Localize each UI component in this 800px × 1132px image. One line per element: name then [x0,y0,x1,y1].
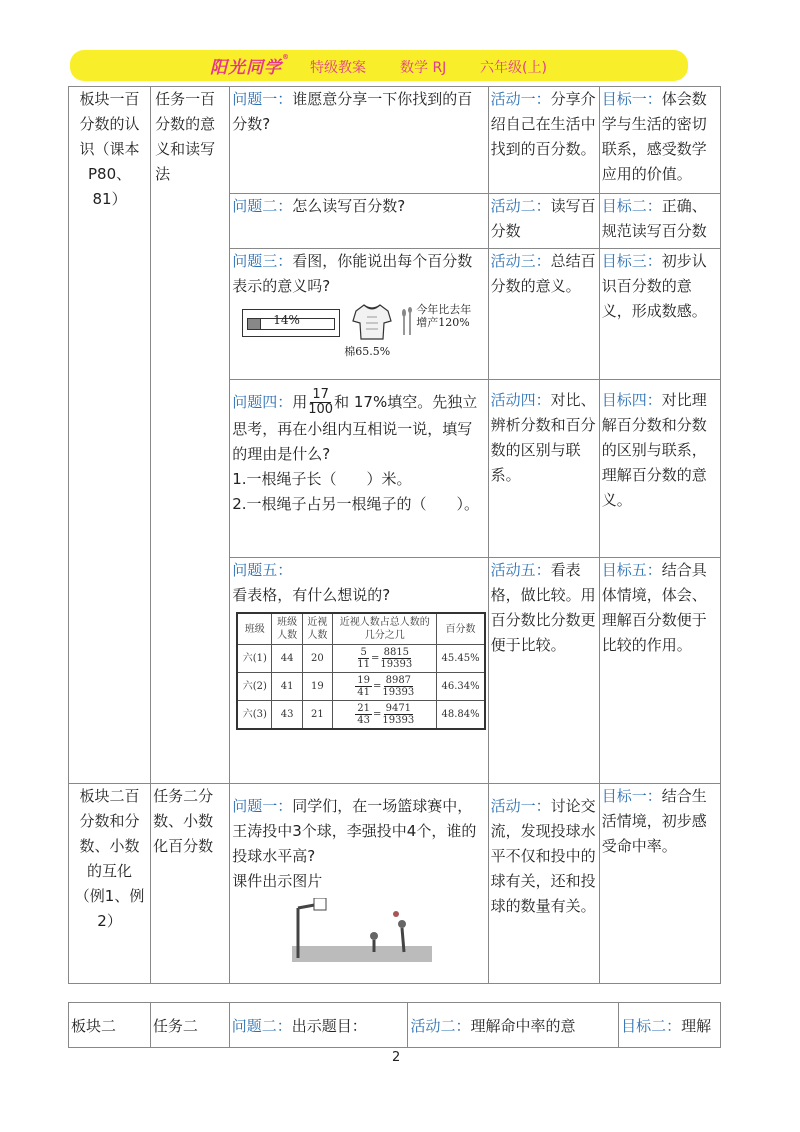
module-cell: 板块二 [69,1003,151,1048]
progress-fill [247,318,261,330]
myopia-table: 班级 班级人数 近视人数 近视人数占总人数的几分之几 百分数 六(1) 44 20 $\frac{5}{11}$ = $\frac{8815}{19393}$ 45.45% 六(2) 41 19 $\frac{19}{41}$ = $\frac{8987}{19393}$ 46.34% 六(3) 43 21 $\frac{21}{43}$ = $\frac{9471}{19393}$ 48.84% [236,612,485,730]
lesson-table [68,86,721,984]
task-cell: 任务二分数、小数化百分数 [151,784,230,984]
activity-cell: 活动四：对比、辨析分数和百分数的区别与联系。 [488,380,599,558]
bar-label: 14% [273,313,300,327]
activity-cell: 活动一：分享介绍自己在生活中找到的百分数。 [488,87,599,194]
shirt-label: 棉65.5% [344,345,391,358]
goal-cell: 目标一：体会数学与生活的密切联系，感受数学应用的价值。 [599,87,720,194]
progress-bar-figure [242,309,340,337]
header-grade: 六年级(上) [480,60,547,76]
task-cell: 任务二 [150,1003,229,1048]
goal-cell: 目标五：结合具体情境，体会、理解百分数便于比较的作用。 [599,558,720,784]
activity-cell: 活动一：讨论交流，发现投球水平不仅和投中的球有关，还和投球的数量有关。 [488,784,599,984]
question-cell: 问题一：同学们，在一场篮球赛中，王涛投中3个球，李强投中4个，谁的投球水平高? 课件出示图片 [230,784,488,984]
question-cell: 问题二：出示题目： [229,1003,408,1048]
fraction: $\frac{17}{100}$ [308,387,334,417]
table-row [69,784,721,984]
activity-cell: 活动二：读写百分数 [488,194,599,249]
question-cell: 问题五： 看表格，有什么想说的? 班级 班级人数 近视人数 近视人数占总人数的几分之几 百分数 六(1) 44 20 $\frac{5}{11}$ = $\frac{8815}{19393}$ 45.45% 六(2) 41 19 $\frac{19}{41}$ = $\frac{8987}{19393}$ 46.34% 六(3) 43 21 $\frac{21}{43}$ = $\frac{9471}{19393}$ 48.84% [230,558,488,784]
question-cell: 问题一：谁愿意分享一下你找到的百分数? [230,87,488,194]
question-cell: 问题四：用 $\frac{17}{100}$ 和 17%填空。先独立思考，再在小组内互相说一说，填写的理由是什么? 1.一根绳子长（ ）米。 2.一根绳子占另一根绳子的（ ）。 [230,380,488,558]
goal-cell: 目标二：正确、规范读写百分数 [599,194,720,249]
shirt-icon [352,303,392,341]
header-book-type: 特级教案 [310,60,366,76]
table-row [69,87,721,194]
basketball-court-icon [292,898,432,962]
activity-cell: 活动五：看表格，做比较。用百分数比分数更便于比较。 [488,558,599,784]
goal-cell: 目标二：理解 [619,1003,721,1048]
basketball-figure [232,898,485,960]
task-cell: 任务一百分数的意义和读写法 [151,87,230,784]
goal-cell: 目标一：结合生活情境，初步感受命中率。 [599,784,720,984]
goal-cell: 目标四：对比理解百分数和分数的区别与联系，理解百分数的意义。 [599,380,720,558]
growth-label: 今年比去年 增产120% [416,303,472,329]
activity-cell: 活动三：总结百分数的意义。 [488,249,599,380]
table-row: 六(2) 41 19 $\frac{19}{41}$ = $\frac{8987}{19393}$ 46.34% [237,673,484,701]
module-cell: 板块二百分数和分数、小数的互化（例1、例2） [69,784,151,984]
question-cell: 问题三：看图，你能说出每个百分数表示的意义吗? 14% 棉65.5% 今年比去年 增产120% [230,249,488,380]
table-row: 六(1) 44 20 $\frac{5}{11}$ = $\frac{8815}{19393}$ 45.45% [237,645,484,673]
activity-cell: 活动二：理解命中率的意 [408,1003,619,1048]
header-banner [70,50,688,81]
module-cell: 板块一百分数的认识（课本P80、81） [69,87,151,784]
brand-logo: 阳光同学® [210,53,290,78]
goal-cell: 目标三：初步认识百分数的意义，形成数感。 [599,249,720,380]
header-subject: 数学 RJ [400,60,447,76]
table-row: 六(3) 43 21 $\frac{21}{43}$ = $\frac{9471}{19393}$ 48.84% [237,701,484,730]
table-row [69,1003,721,1048]
question-cell: 问题二：怎么读写百分数? [230,194,488,249]
percent-figures [232,303,485,361]
page-number: 2 [392,1050,401,1065]
next-section-table [68,1002,721,1048]
